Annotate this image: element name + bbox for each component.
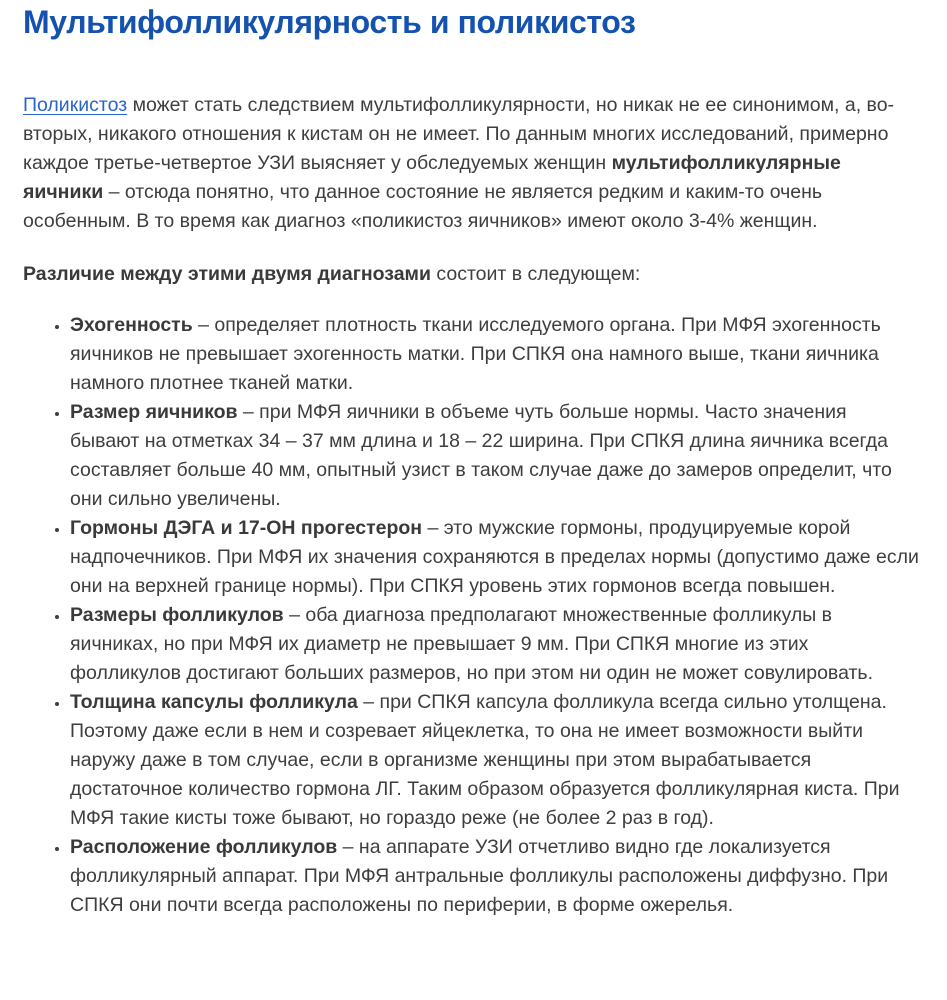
list-item	[70, 311, 921, 398]
term-description: – это мужские гормоны, продуцируемые корой надпочечников. При МФЯ их значения сохраняются в пределах нормы (допустимо даже если они на верхней границе нормы). При СПКЯ уровень этих гормонов всегда повышен.	[70, 517, 919, 597]
list-item	[70, 514, 921, 601]
list-item	[70, 601, 921, 688]
term-bold: Гормоны ДЭГА и 17-ОН прогестерон	[70, 517, 423, 539]
term-description: – при МФЯ яичники в объеме чуть больше нормы. Часто значения бывают на отметках 34 – 37 мм длина и 18 – 22 ширина. При СПКЯ длина яичника всегда составляет больше 40 мм, опытный узист в таком случае даже до замеров определит, что они сильно увеличены.	[70, 401, 892, 510]
term-bold: Расположение фолликулов	[70, 836, 338, 858]
list-item	[70, 398, 921, 514]
term-description: – на аппарате УЗИ отчетливо видно где локализуется фолликулярный аппарат. При МФЯ антральные фолликулы расположены диффузно. При СПКЯ они почти всегда расположены по периферии, в форме ожерелья.	[70, 836, 889, 916]
term-bold: Эхогенность	[70, 314, 193, 336]
differences-list	[23, 311, 921, 920]
term-description: – определяет плотность ткани исследуемого органа. При МФЯ эхогенность яичников не превышает эхогенность матки. При СПКЯ она намного выше, ткани яичника намного плотнее тканей матки.	[70, 314, 881, 394]
term-bold: Толщина капсулы фолликула	[70, 691, 358, 713]
differences-intro-paragraph	[23, 260, 921, 289]
intro-text-after-bold: – отсюда понятно, что данное состояние не является редким и каким-то очень особенным. В то время как диагноз «поликистоз яичников» имеют около 3-4% женщин.	[23, 181, 823, 232]
intro-text-after-link: может стать следствием мультифолликулярности, но никак не ее синонимом, а, во-вторых, никакого отношения к кистам он не имеет. По данным многих исследований, примерно каждое третье-четвертое УЗИ выясняет у обследуемых женщин	[23, 94, 895, 174]
intro-paragraph	[23, 91, 921, 236]
term-bold: Размеры фолликулов	[70, 604, 284, 626]
list-item	[70, 833, 921, 920]
list-item	[70, 688, 921, 833]
page-title: Мультифолликулярность и поликистоз	[23, 4, 636, 40]
differences-intro-text: состоит в следующем:	[430, 263, 641, 285]
intro-bold-phrase: мультифолликулярные яичники	[23, 152, 841, 203]
term-description: – оба диагноза предполагают множественные фолликулы в яичниках, но при МФЯ их диаметр не превышает 9 мм. При СПКЯ многие из этих фолликулов достигают больших размеров, но при этом ни один не может совулировать.	[70, 604, 873, 684]
polycystosis-link[interactable]: Поликистоз	[23, 94, 128, 116]
term-description: – при СПКЯ капсула фолликула всегда сильно утолщена. Поэтому даже если в нем и созревает яйцеклетка, то она не имеет возможности выйти наружу даже в том случае, если в организме женщины при этом вырабатывается достаточное количество гормона ЛГ. Таким образом образуется фолликулярная киста. При МФЯ такие кисты тоже бывают, но гораздо реже (не более 2 раз в год).	[70, 691, 900, 829]
differences-intro-bold: Различие между этими двумя диагнозами	[23, 263, 431, 285]
term-bold: Размер яичников	[70, 401, 238, 423]
